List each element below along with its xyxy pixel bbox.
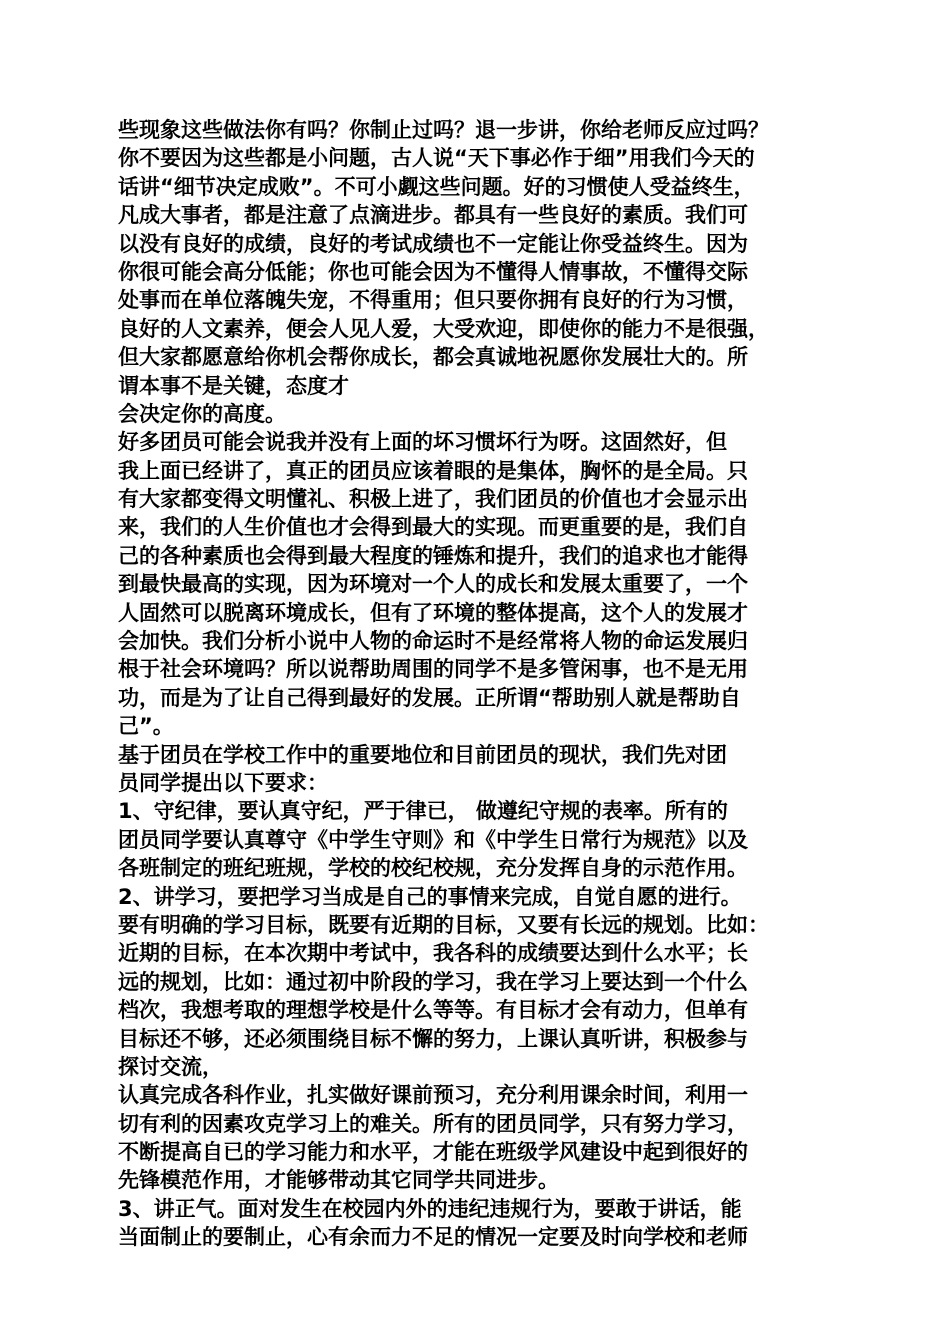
text-line: 探讨交流， xyxy=(118,1054,223,1079)
text-line: 远的规划，比如：通过初中阶段的学习，我在学习上要达到一个什么 xyxy=(118,969,748,994)
text-line: 人固然可以脱离环境成长，但有了环境的整体提高，这个人的发展才 xyxy=(118,600,748,625)
text-line: 档次，我想考取的理想学校是什么等等。有目标才会有动力，但单有 xyxy=(118,998,748,1023)
text-line: 会加快。我们分析小说中人物的命运时不是经常将人物的命运发展归 xyxy=(118,629,748,654)
text-line: 凡成大事者，都是注意了点滴进步。都具有一些良好的素质。我们可 xyxy=(118,203,748,228)
text-line: 近期的目标，在本次期中考试中，我各科的成绩要达到什么水平；长 xyxy=(118,941,748,966)
text-line: 切有利的因素攻克学习上的难关。所有的团员同学，只有努力学习， xyxy=(118,1111,748,1136)
text-line: 功，而是为了让自己得到最好的发展。正所谓“帮助别人就是帮助自 xyxy=(118,685,741,710)
text-line: 团员同学要认真尊守《中学生守则》和《中学生日常行为规范》以及 xyxy=(118,827,748,852)
text-line: 会决定你的高度。 xyxy=(118,401,286,426)
text-line: 不断提高自已的学习能力和水平，才能在班级学风建设中起到很好的 xyxy=(118,1140,748,1165)
text-line: 话讲“细节决定成败”。不可小觑这些问题。好的习惯使人受益终生， xyxy=(118,174,755,199)
text-line: 1、守纪律，要认真守纪，严于律已， 做遵纪守规的表率。所有的 xyxy=(118,799,728,824)
text-line: 来，我们的人生价值也才会得到最大的实现。而更重要的是，我们自 xyxy=(118,515,748,540)
text-line: 谓本事不是关键，态度才 xyxy=(118,373,349,398)
text-line: 以没有良好的成绩，良好的考试成绩也不一定能让你受益终生。因为 xyxy=(118,231,748,256)
text-line: 好多团员可能会说我并没有上面的坏习惯坏行为呀。这固然好，但 xyxy=(118,430,727,455)
document-body xyxy=(118,116,840,1252)
text-line: 良好的人文素养，便会人见人爱，大受欢迎，即使你的能力不是很强， xyxy=(118,316,769,341)
text-line: 到最快最高的实现，因为环境对一个人的成长和发展太重要了，一个 xyxy=(118,572,748,597)
text-line: 有大家都变得文明懂礼、积极上进了，我们团员的价值也才会显示出 xyxy=(118,487,748,512)
text-line: 但大家都愿意给你机会帮你成长，都会真诚地祝愿你发展壮大的。所 xyxy=(118,345,748,370)
text-line: 根于社会环境吗？所以说帮助周围的同学不是多管闲事，也不是无用 xyxy=(118,657,748,682)
text-line: 你不要因为这些都是小问题，古人说“天下事必作于细”用我们今天的 xyxy=(118,146,755,171)
text-line: 基于团员在学校工作中的重要地位和目前团员的现状，我们先对团 xyxy=(118,742,727,767)
text-line: 己的各种素质也会得到最大程度的锤炼和提升，我们的追求也才能得 xyxy=(118,543,748,568)
text-line: 你很可能会高分低能；你也可能会因为不懂得人情事故，不懂得交际 xyxy=(118,259,748,284)
text-line: 2、讲学习，要把学习当成是自己的事情来完成，自觉自愿的进行。 xyxy=(118,884,742,909)
text-line: 处事而在单位落魄失宠，不得重用；但只要你拥有良好的行为习惯， xyxy=(118,288,748,313)
text-line: 我上面已经讲了，真正的团员应该着眼的是集体，胸怀的是全局。只 xyxy=(118,458,748,483)
text-line: 3、讲正气。面对发生在校园内外的违纪违规行为，要敢于讲话，能 xyxy=(118,1196,742,1221)
text-line: 先锋模范作用，才能够带动其它同学共同进步。 xyxy=(118,1168,559,1193)
text-line: 认真完成各科作业，扎实做好课前预习，充分利用课余时间，利用一 xyxy=(118,1083,748,1108)
text-line: 各班制定的班纪班规，学校的校纪校规，充分发挥自身的示范作用。 xyxy=(118,856,748,881)
text-line: 些现象这些做法你有吗？你制止过吗？退一步讲，你给老师反应过吗？ xyxy=(118,118,769,142)
text-line: 员同学提出以下要求： xyxy=(118,770,328,795)
text-line: 目标还不够，还必须围绕目标不懈的努力，上课认真听讲，积极参与 xyxy=(118,1026,748,1051)
text-line: 己”。 xyxy=(118,714,174,739)
text-line: 要有明确的学习目标，既要有近期的目标，又要有长远的规划。比如： xyxy=(118,912,769,937)
text-line: 当面制止的要制止，心有余而力不足的情况一定要及时向学校和老师 xyxy=(118,1225,748,1250)
